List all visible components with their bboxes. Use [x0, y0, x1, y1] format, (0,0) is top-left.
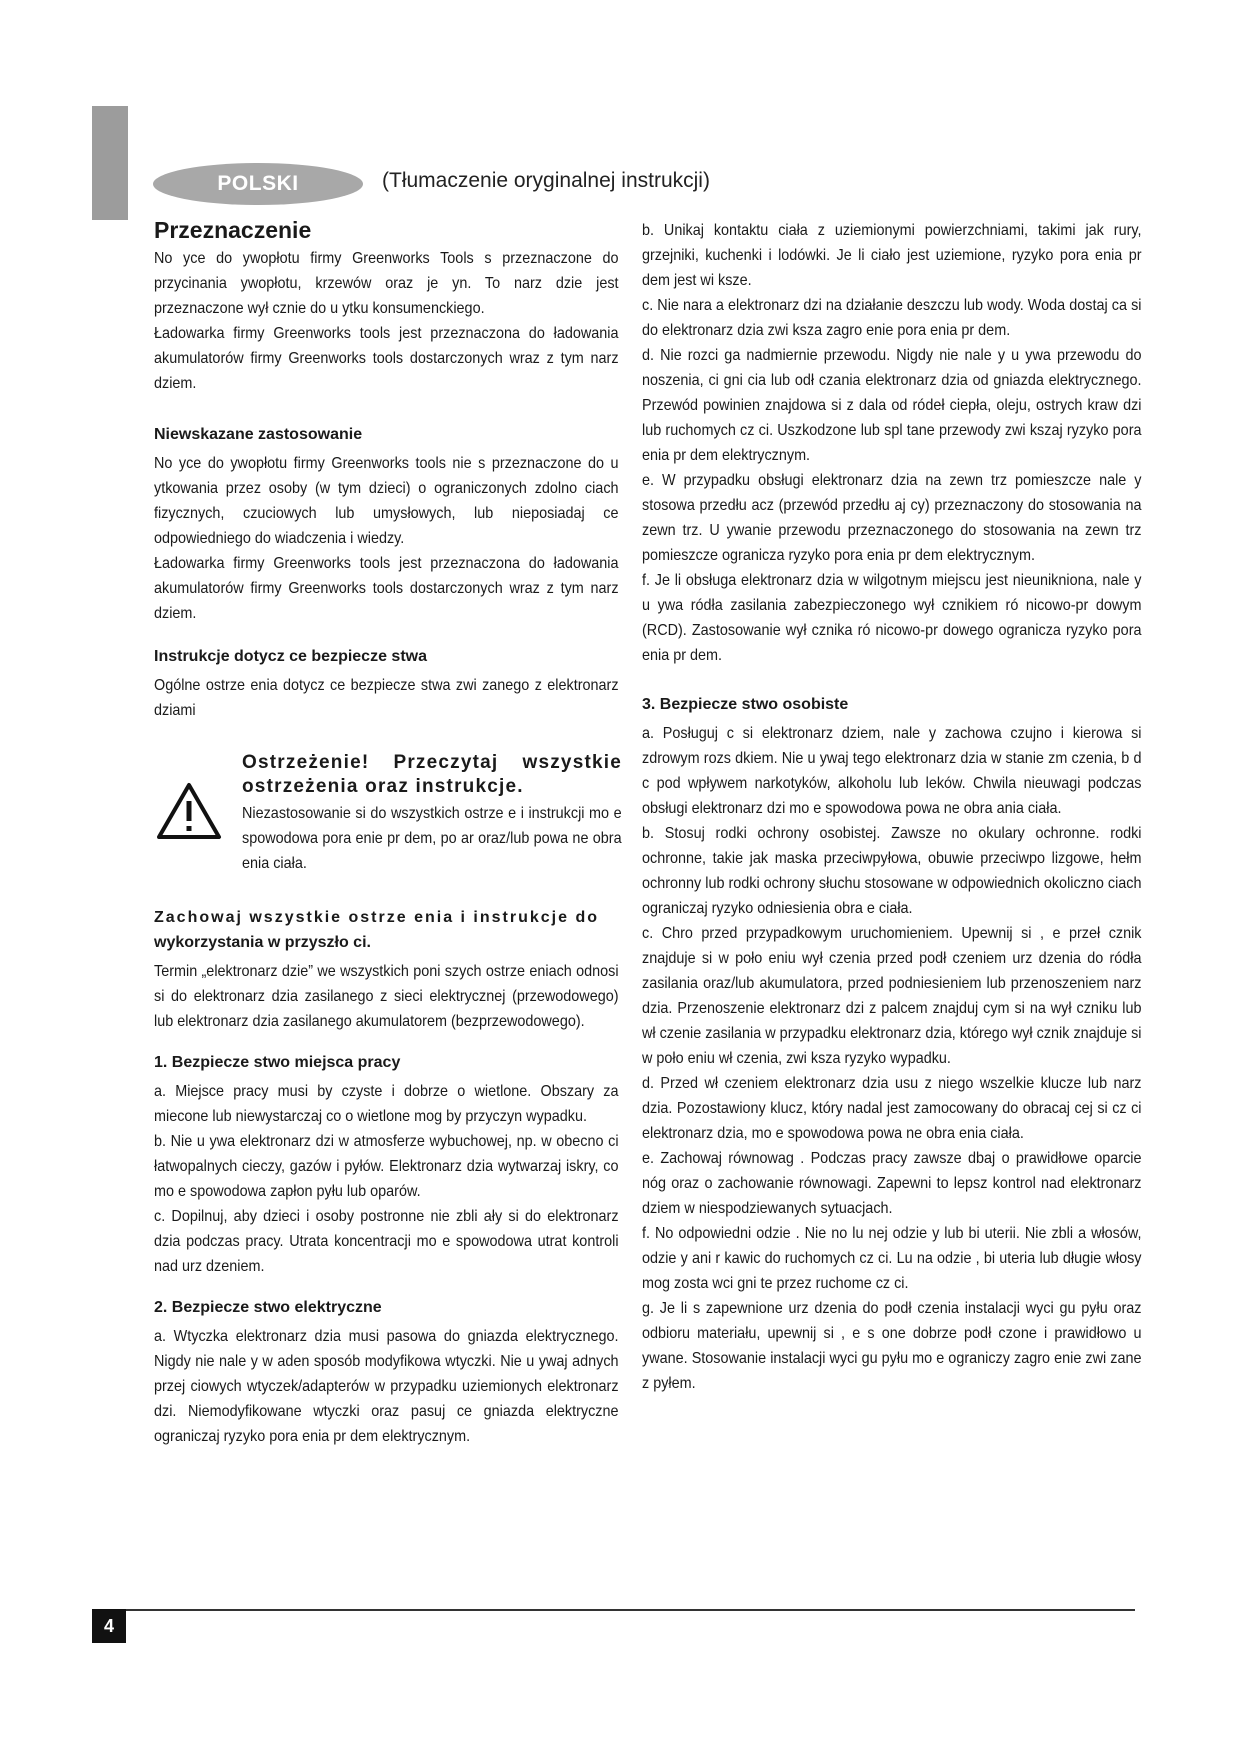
right-column [642, 218, 1142, 1396]
language-badge: POLSKI [153, 163, 363, 205]
list-item: e. Zachowaj równowag . Podczas pracy zawsze dbaj o prawidłowe oparcie nóg oraz o zachowanie równowagi. Zapewni to lepsz kontrol nad elektronarz dziem w niespodziewanych sytuacjach. [642, 1150, 1142, 1217]
section-heading: 2. Bezpiecze stwo elektryczne [154, 1299, 382, 1316]
list-item: d. Przed wł czeniem elektronarz dzia usu z niego wszelkie klucze lub narz dzia. Pozostawiony klucz, który nadal jest zamocowany do obracaj cej si cz ci elektronarz dzia, mo e spowodowa powa ne obra enia ciała. [642, 1075, 1142, 1142]
list-item: e. W przypadku obsługi elektronarz dzia na zewn trz pomieszcze nale y stosowa przedłu acz (przewód przedłu aj cy) przeznaczony do stosowania na zewn trz. U ywanie przewodu przeznaczonego do stosowania na zewn trz pomieszcze ogranicza ryzyko pora enia pr dem elektrycznym. [642, 472, 1142, 564]
paragraph: No yce do ywopłotu firmy Greenworks tools nie s przeznaczone do u ytkowania przez osoby (w tym dzieci) o ograniczonych zdolno ciach fizycznych, czuciowych lub umysłowych, lub nieposiadaj ce odpowiedniego do wiadczenia i wiedzy. [154, 455, 619, 547]
paragraph: Ładowarka firmy Greenworks tools jest przeznaczona do ładowania akumulatorów firmy Greenworks tools dostarczonych wraz z tym narz dziem. [154, 555, 619, 622]
keep-instructions-text: Zachowaj wszystkie ostrze enia i instrukcje do [154, 909, 600, 926]
keep-instructions-note [154, 905, 619, 955]
side-tab-marker [92, 106, 128, 220]
list-item: a. Wtyczka elektronarz dzia musi pasowa do gniazda elektrycznego. Nigdy nie nale y w aden sposób modyfikowa wtyczki. Nie u ywaj adnych przej ciowych wtyczek/adapterów w przypadku uziemionych elektronarz dzi. Niemodyfikowane wtyczki oraz pasuj ce gniazda elektryczne ograniczaj ryzyko pora enia pr dem elektrycznym. [154, 1328, 619, 1445]
warning-title: Ostrzeżenie! Przeczytaj wszystkie ostrzeżenia oraz instrukcje. [242, 752, 622, 797]
keep-instructions-tail: wykorzystania w przyszło ci. [154, 934, 371, 951]
paragraph: Termin „elektronarz dzie” we wszystkich poni szych ostrze eniach odnosi si do elektronarz dzia zasilanego z sieci elektrycznej (przewodowego) lub elektronarz dzia zasilanego akumulatorem (bezprzewodowego). [154, 963, 619, 1030]
page-subtitle: (Tłumaczenie oryginalnej instrukcji) [382, 169, 710, 192]
section-heading: 3. Bezpiecze stwo osobiste [642, 696, 849, 713]
section-heading: Niewskazane zastosowanie [154, 426, 363, 443]
list-item: b. Stosuj rodki ochrony osobistej. Zawsze no okulary ochronne. rodki ochronne, takie jak maska przeciwpyłowa, obuwie przeciwpo lizgowe, hełm ochronny lub rodki ochrony słuchu stosowane w odpowiednich okoliczno ciach ograniczaj ryzyko odniesienia obra e ciała. [642, 825, 1142, 917]
list-item: f. Je li obsługa elektronarz dzia w wilgotnym miejscu jest nieunikniona, nale y u ywa ródła zasilania zabezpieczonego wył cznikiem ró nicowo-pr dowym (RCD). Zastosowanie wył cznika ró nicowo-pr dowego ogranicza ryzyko pora enia pr dem. [642, 572, 1142, 664]
footer-divider [92, 1609, 1135, 1611]
warning-triangle-icon [156, 781, 222, 841]
warning-box [154, 751, 622, 891]
list-item: c. Nie nara a elektronarz dzi na działanie deszczu lub wody. Woda dostaj ca si do elektronarz dzia zwi ksza zagro enie pora enia pr dem. [642, 297, 1142, 339]
list-item: b. Nie u ywa elektronarz dzi w atmosferze wybuchowej, np. w obecno ci łatwopalnych cieczy, gazów i pyłów. Elektronarz dzia wytwarzaj iskry, co mo e spowodowa zapłon pyłu lub oparów. [154, 1133, 619, 1200]
section-title: Przeznaczenie [154, 217, 312, 243]
list-item: b. Unikaj kontaktu ciała z uziemionymi powierzchniami, takimi jak rury, grzejniki, kuchenki i lodówki. Je li ciało jest uziemione, ryzyko pora enia pr dem jest wi ksze. [642, 222, 1142, 289]
page-number: 4 [92, 1609, 126, 1643]
paragraph: Ładowarka firmy Greenworks tools jest przeznaczona do ładowania akumulatorów firmy Greenworks tools dostarczonych wraz z tym narz dziem. [154, 325, 619, 392]
left-column [154, 216, 622, 1449]
list-item: g. Je li s zapewnione urz dzenia do podł czenia instalacji wyci gu pyłu oraz odbioru materiału, upewnij si , e s one dobrze podł czone i prawidłowo u ywane. Stosowanie instalacji wyci gu pyłu mo e ograniczy zagro enie zwi zane z pyłem. [642, 1300, 1142, 1392]
paragraph: Ogólne ostrze enia dotycz ce bezpiecze stwa zwi zanego z elektronarz dziami [154, 677, 619, 719]
paragraph: No yce do ywopłotu firmy Greenworks Tools s przeznaczone do przycinania ywopłotu, krzewów oraz je yn. To narz dzie jest przeznaczone wył cznie do u ytku konsumenckiego. [154, 250, 619, 317]
list-item: f. No odpowiedni odzie . Nie no lu nej odzie y lub bi uterii. Nie zbli a włosów, odzie y ani r kawic do ruchomych cz ci. Lu na odzie , bi uteria lub długie włosy mog zosta wci gni te przez ruchome cz ci. [642, 1225, 1142, 1292]
list-item: a. Miejsce pracy musi by czyste i dobrze o wietlone. Obszary za miecone lub niewystarczaj co o wietlone mog by przyczyn wypadku. [154, 1083, 619, 1125]
list-item: c. Chro przed przypadkowym uruchomieniem. Upewnij si , e przeł cznik znajduje si w poło eniu wył czenia przed podł czeniem urz dzenia do ródła zasilania oraz/lub akumulatora, przed podniesieniem lub przenoszeniem narz dzia. Przenoszenie elektronarz dzi z palcem znajduj cym si na wył czniku lub wł czenie zasilania w przypadku elektronarz dzia, którego wył cznik znajduje si w poło eniu wł czenia, zwi ksza ryzyko wypadku. [642, 925, 1142, 1067]
section-heading: 1. Bezpiecze stwo miejsca pracy [154, 1054, 401, 1071]
warning-body: Niezastosowanie si do wszystkich ostrze e i instrukcji mo e spowodowa pora enie pr dem, po ar oraz/lub powa ne obra enia ciała. [242, 805, 622, 872]
list-item: c. Dopilnuj, aby dzieci i osoby postronne nie zbli ały si do elektronarz dzia podczas pracy. Utrata koncentracji mo e spowodowa utrat kontroli nad urz dzeniem. [154, 1208, 619, 1275]
section-heading: Instrukcje dotycz ce bezpiecze stwa [154, 648, 427, 665]
list-item: d. Nie rozci ga nadmiernie przewodu. Nigdy nie nale y u ywa przewodu do noszenia, ci gni cia lub odł czania elektronarz dzia od gniazda elektrycznego. Przewód powinien znajdowa si z dala od ródeł ciepła, oleju, ostrych kraw dzi lub ruchomych cz ci. Uszkodzone lub spl tane przewody zwi kszaj ryzyko pora enia pr dem elektrycznym. [642, 347, 1142, 464]
list-item: a. Posługuj c si elektronarz dziem, nale y zachowa czujno i kierowa si zdrowym rozs dkiem. Nie u ywaj tego elektronarz dzia w stanie zm czenia, b d c pod wpływem narkotyków, alkoholu lub leków. Chwila nieuwagi podczas obsługi elektronarz dzi mo e spowodowa powa ne obra ania ciała. [642, 725, 1142, 817]
